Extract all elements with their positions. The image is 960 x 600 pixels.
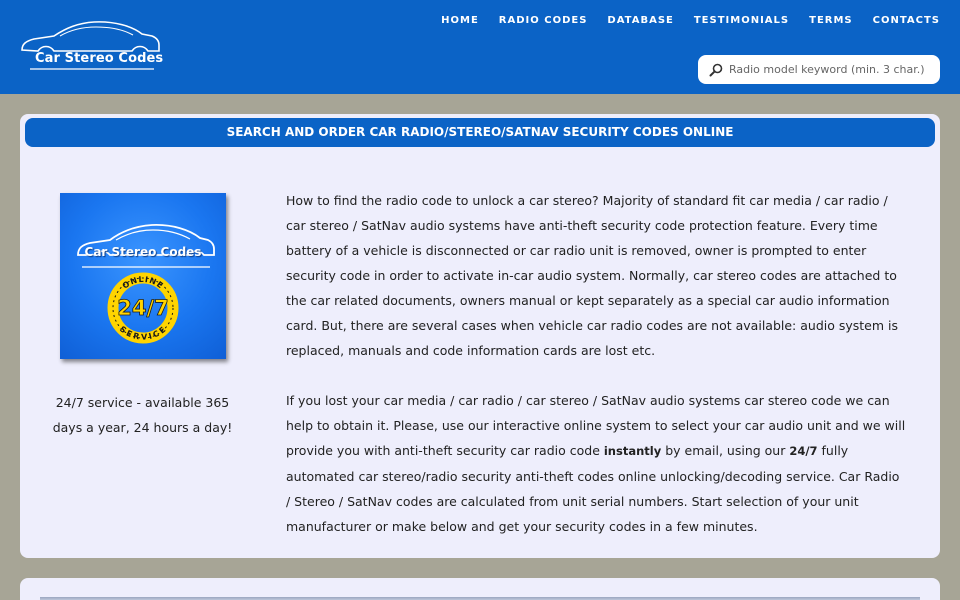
car-outline-icon <box>60 193 226 359</box>
intro-paragraph-1: How to find the radio code to unlock a car stereo? Majority of standard fit car media / car radio / car stereo / SatNav audio systems have anti-theft security code protection feature. Every time battery of a vehicle is disconnected or car radio unit is removed, owner is prompted to enter security code in order to activate in-car audio system. Normally, car stereo codes are attached to the car related documents, owners manual or kept separately as a special car audio information card. But, there are several cases when vehicle car radio codes are not available: audio system is replaced, manuals and code information cards are lost etc. <box>286 193 898 358</box>
badge-center-text: 24/7 <box>117 296 169 320</box>
service-badge-image <box>60 193 226 359</box>
panel-title: SEARCH AND ORDER CAR RADIO/STEREO/SATNAV SECURITY CODES ONLINE <box>25 118 935 147</box>
nav-database[interactable]: DATABASE <box>607 15 674 26</box>
emphasis-instantly: instantly <box>603 444 662 458</box>
selection-panel <box>20 578 940 600</box>
logo-text: Car Stereo Codes <box>35 51 164 66</box>
intro-paragraph-2 <box>286 388 906 539</box>
nav-testimonials[interactable]: TESTIMONIALS <box>693 15 790 26</box>
search-box <box>698 55 940 84</box>
search-input[interactable] <box>729 63 934 76</box>
search-icon[interactable] <box>709 63 723 77</box>
main-nav <box>441 15 940 26</box>
site-header <box>0 0 960 94</box>
paragraph-text: fully automated car stereo/radio security anti-theft codes online unlocking/decoding service. Car Radio / Stereo / SatNav codes are calculated from unit serial numbers. Start selection of your unit manufacturer or make below and get your security codes in a few minutes. <box>286 443 900 534</box>
badge-ring-bottom: SERVICE <box>117 324 169 342</box>
intro-panel <box>20 114 940 558</box>
emphasis-24-7: 24/7 <box>789 444 818 458</box>
paragraph-text: If you lost your car media / car radio / car stereo / SatNav audio systems car stereo code we can help to obtain it. Please, use our interactive online system to select your car audio unit and we will provide you with anti-theft security car radio code <box>286 393 906 458</box>
paragraph-text: by email, using our <box>661 443 790 458</box>
badge-logo-text: Car Stereo Codes <box>84 245 202 259</box>
badge-ring-top: ONLINE <box>120 274 166 291</box>
nav-home[interactable]: HOME <box>441 15 479 26</box>
nav-contacts[interactable]: CONTACTS <box>872 15 940 26</box>
intro-text <box>286 188 906 539</box>
nav-terms[interactable]: TERMS <box>809 15 853 26</box>
service-availability-text: 24/7 service - available 365 days a year, 24 hours a day! <box>52 395 233 435</box>
nav-radio-codes[interactable]: RADIO CODES <box>498 15 588 26</box>
